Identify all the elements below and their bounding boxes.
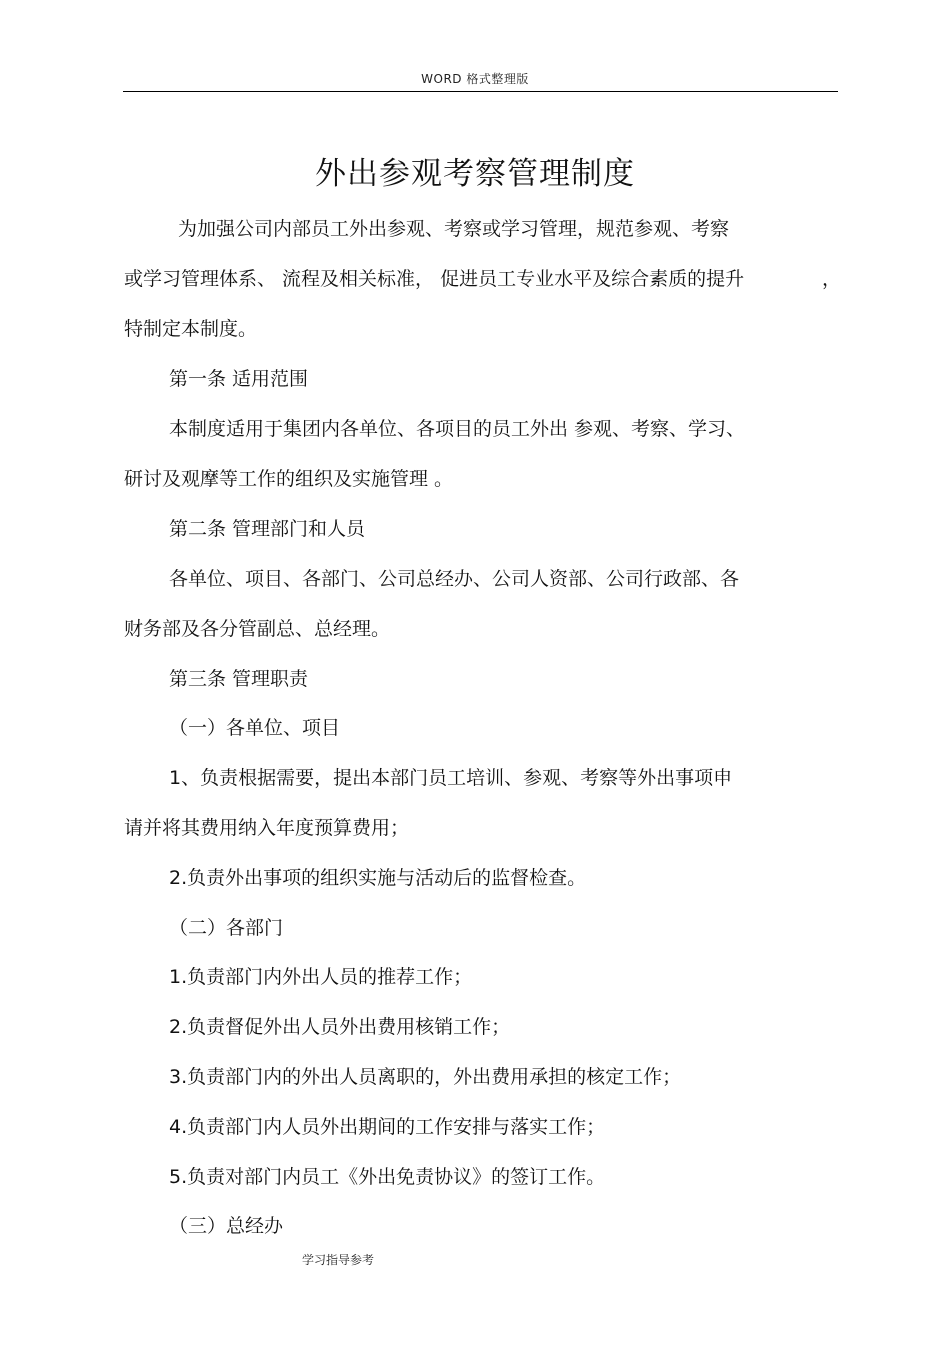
section-1-item-1-line-2: 请并将其费用纳入年度预算费用； [124,817,410,839]
intro-paragraph-line-1: 为加强公司内部员工外出参观、考察或学习管理，规范参观、考察 [178,218,730,240]
section-2-item-5: 5.负责对部门内员工《外出免责协议》的签订工作。 [169,1166,606,1188]
article-2-text-line-2: 财务部及各分管副总、总经理。 [124,618,391,640]
section-1-heading: （一）各单位、项目 [169,717,341,739]
article-1-heading: 第一条 适用范围 [169,368,309,390]
section-3-heading: （三）总经办 [169,1215,284,1237]
article-2-heading: 第二条 管理部门和人员 [169,518,366,540]
document-title: 外出参观考察管理制度 [315,156,635,192]
article-1-text-line-1: 本制度适用于集团内各单位、各项目的员工外出 参观、考察、学习、 [169,418,746,440]
intro-paragraph-trailing-comma: ， [822,268,842,290]
section-1-item-2: 2.负责外出事项的组织实施与活动后的监督检查。 [169,867,587,889]
article-2-text-line-1: 各单位、项目、各部门、公司总经办、公司人资部、公司行政部、各 [169,568,740,590]
page-header: WORD 格式整理版 [421,72,529,86]
intro-paragraph-line-2: 或学习管理体系、 流程及相关标准， 促进员工专业水平及综合素质的提升 [124,268,745,290]
section-2-item-3: 3.负责部门内的外出人员离职的，外出费用承担的核定工作； [169,1066,682,1088]
section-2-item-1: 1.负责部门内外出人员的推荐工作； [169,966,473,988]
article-1-text-line-2: 研讨及观摩等工作的组织及实施管理 。 [124,468,454,490]
section-2-item-4: 4.负责部门内人员外出期间的工作安排与落实工作； [169,1116,606,1138]
section-2-item-2: 2.负责督促外出人员外出费用核销工作； [169,1016,511,1038]
page-footer: 学习指导参考 [302,1253,375,1267]
intro-paragraph-line-3: 特制定本制度。 [124,318,258,340]
section-2-heading: （二）各部门 [169,917,284,939]
article-3-heading: 第三条 管理职责 [169,668,309,690]
header-divider [123,91,838,92]
section-1-item-1-line-1: 1、负责根据需要，提出本部门员工培训、参观、考察等外出事项申 [169,767,733,789]
